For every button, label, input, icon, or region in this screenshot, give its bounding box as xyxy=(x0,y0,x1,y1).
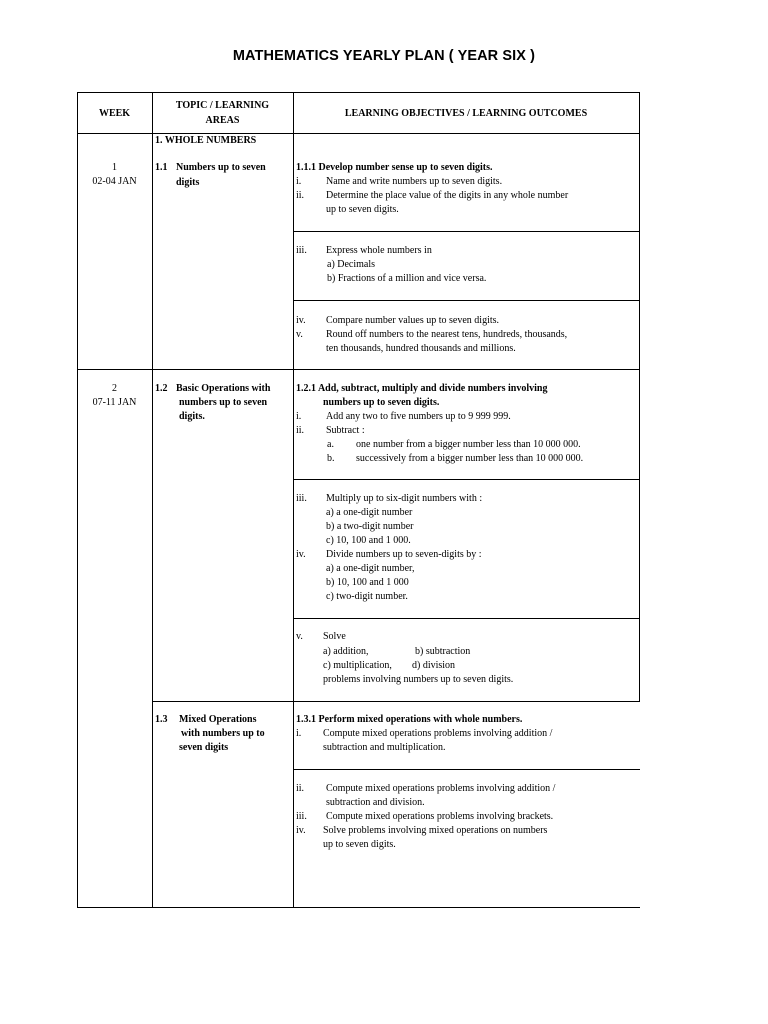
outcome-subitem: b) Fractions of a million and vice versa. xyxy=(327,273,487,284)
outcome-subitem: a) a one-digit number xyxy=(326,507,413,518)
topic-text: digits. xyxy=(179,411,205,422)
outcome-text: up to seven digits. xyxy=(326,204,399,215)
outcome-marker: v. xyxy=(296,329,303,340)
outcome-subitem: a) a one-digit number, xyxy=(326,563,415,574)
row-divider xyxy=(293,300,639,301)
objective-heading: 1.3.1 Perform mixed operations with whole numbers. xyxy=(296,714,523,725)
outcome-marker: v. xyxy=(296,631,303,642)
outcome-subitem: successively from a bigger number less than 10 000 000. xyxy=(356,453,584,464)
week-number: 1 xyxy=(112,162,117,173)
header-topic-line1: TOPIC / LEARNING xyxy=(175,100,270,111)
outcome-subitem: a) addition, xyxy=(323,646,369,657)
outcome-text: Compute mixed operations problems involving addition / xyxy=(326,783,556,794)
topic-number: 1.1 xyxy=(155,162,168,173)
outcome-marker: i. xyxy=(296,176,302,187)
outcome-marker: iv. xyxy=(296,549,306,560)
row-divider xyxy=(152,701,640,702)
table-top-border xyxy=(77,92,640,93)
topic-text: Mixed Operations xyxy=(179,714,257,725)
week-dates: 02-04 JAN xyxy=(92,176,137,187)
objective-heading: 1.1.1 Develop number sense up to seven digits. xyxy=(296,162,493,173)
outcome-text: Compare number values up to seven digits. xyxy=(326,315,500,326)
row-divider xyxy=(293,618,639,619)
outcome-text: Compute mixed operations problems involving addition / xyxy=(323,728,553,739)
header-objectives: LEARNING OBJECTIVES / LEARNING OUTCOMES xyxy=(344,108,588,119)
outcome-subitem: b) 10, 100 and 1 000 xyxy=(326,577,409,588)
week-dates: 07-11 JAN xyxy=(92,397,137,408)
outcome-text: subtraction and multiplication. xyxy=(323,742,446,753)
outcome-marker: iii. xyxy=(296,493,307,504)
outcome-marker: iv. xyxy=(296,315,306,326)
outcome-text: Solve problems involving mixed operations on numbers xyxy=(323,825,548,836)
week-divider xyxy=(77,369,640,370)
topic-text: digits xyxy=(176,177,200,188)
topic-text: Basic Operations with xyxy=(176,383,271,394)
row-divider xyxy=(293,769,640,770)
outcome-subitem: b) subtraction xyxy=(415,646,471,657)
outcome-text: Name and write numbers up to seven digits. xyxy=(326,176,503,187)
outcome-text: Compute mixed operations problems involving brackets. xyxy=(326,811,554,822)
outcome-subitem: one number from a bigger number less than 10 000 000. xyxy=(356,439,581,450)
outcome-text: Multiply up to six-digit numbers with : xyxy=(326,493,483,504)
outcome-subitem: b) a two-digit number xyxy=(326,521,414,532)
header-topic-line2: AREAS xyxy=(205,115,240,126)
objective-heading: numbers up to seven digits. xyxy=(323,397,440,408)
outcome-marker: i. xyxy=(296,411,302,422)
outcome-text: Subtract : xyxy=(326,425,365,436)
row-divider xyxy=(293,479,639,480)
topic-number: 1.2 xyxy=(155,383,168,394)
document-title: MATHEMATICS YEARLY PLAN ( YEAR SIX ) xyxy=(232,48,536,64)
outcome-marker: iii. xyxy=(296,245,307,256)
outcome-marker: ii. xyxy=(296,425,305,436)
table-left-border xyxy=(77,92,78,908)
objective-heading: 1.2.1 Add, subtract, multiply and divide numbers involving xyxy=(296,383,548,394)
outcome-text: Solve xyxy=(323,631,346,642)
outcome-text: subtraction and division. xyxy=(326,797,425,808)
outcome-text: Add any two to five numbers up to 9 999 999. xyxy=(326,411,511,422)
outcome-text: Determine the place value of the digits in any whole number xyxy=(326,190,569,201)
table-bottom-border xyxy=(77,907,640,908)
outcome-subitem-marker: a. xyxy=(327,439,334,450)
outcome-text: ten thousands, hundred thousands and millions. xyxy=(326,343,516,354)
week-number: 2 xyxy=(112,383,117,394)
topic-text: seven digits xyxy=(179,742,229,753)
outcome-text: up to seven digits. xyxy=(323,839,396,850)
outcome-text: problems involving numbers up to seven digits. xyxy=(323,674,514,685)
topic-text: with numbers up to xyxy=(181,728,265,739)
topic-text: Numbers up to seven xyxy=(176,162,266,173)
outcome-text: Round off numbers to the nearest tens, hundreds, thousands, xyxy=(326,329,568,340)
outcome-text: Divide numbers up to seven-digits by : xyxy=(326,549,482,560)
outcome-marker: ii. xyxy=(296,783,305,794)
outcome-subitem: d) division xyxy=(412,660,456,671)
topic-objectives-divider xyxy=(293,92,294,908)
outcome-marker: iii. xyxy=(296,811,307,822)
outcome-marker: iv. xyxy=(296,825,306,836)
outcome-subitem: c) 10, 100 and 1 000. xyxy=(326,535,411,546)
outcome-subitem: c) multiplication, xyxy=(323,660,392,671)
outcome-subitem: c) two-digit number. xyxy=(326,591,408,602)
table-right-border xyxy=(639,92,640,701)
outcome-subitem: a) Decimals xyxy=(327,259,376,270)
topic-number: 1.3 xyxy=(155,714,168,725)
row-divider xyxy=(293,231,639,232)
outcome-marker: ii. xyxy=(296,190,305,201)
topic-whole-numbers: 1. WHOLE NUMBERS xyxy=(155,135,257,146)
outcome-subitem-marker: b. xyxy=(327,453,335,464)
outcome-marker: i. xyxy=(296,728,302,739)
week-topic-divider xyxy=(152,92,153,908)
outcome-text: Express whole numbers in xyxy=(326,245,432,256)
topic-text: numbers up to seven xyxy=(179,397,268,408)
header-week: WEEK xyxy=(98,108,131,119)
